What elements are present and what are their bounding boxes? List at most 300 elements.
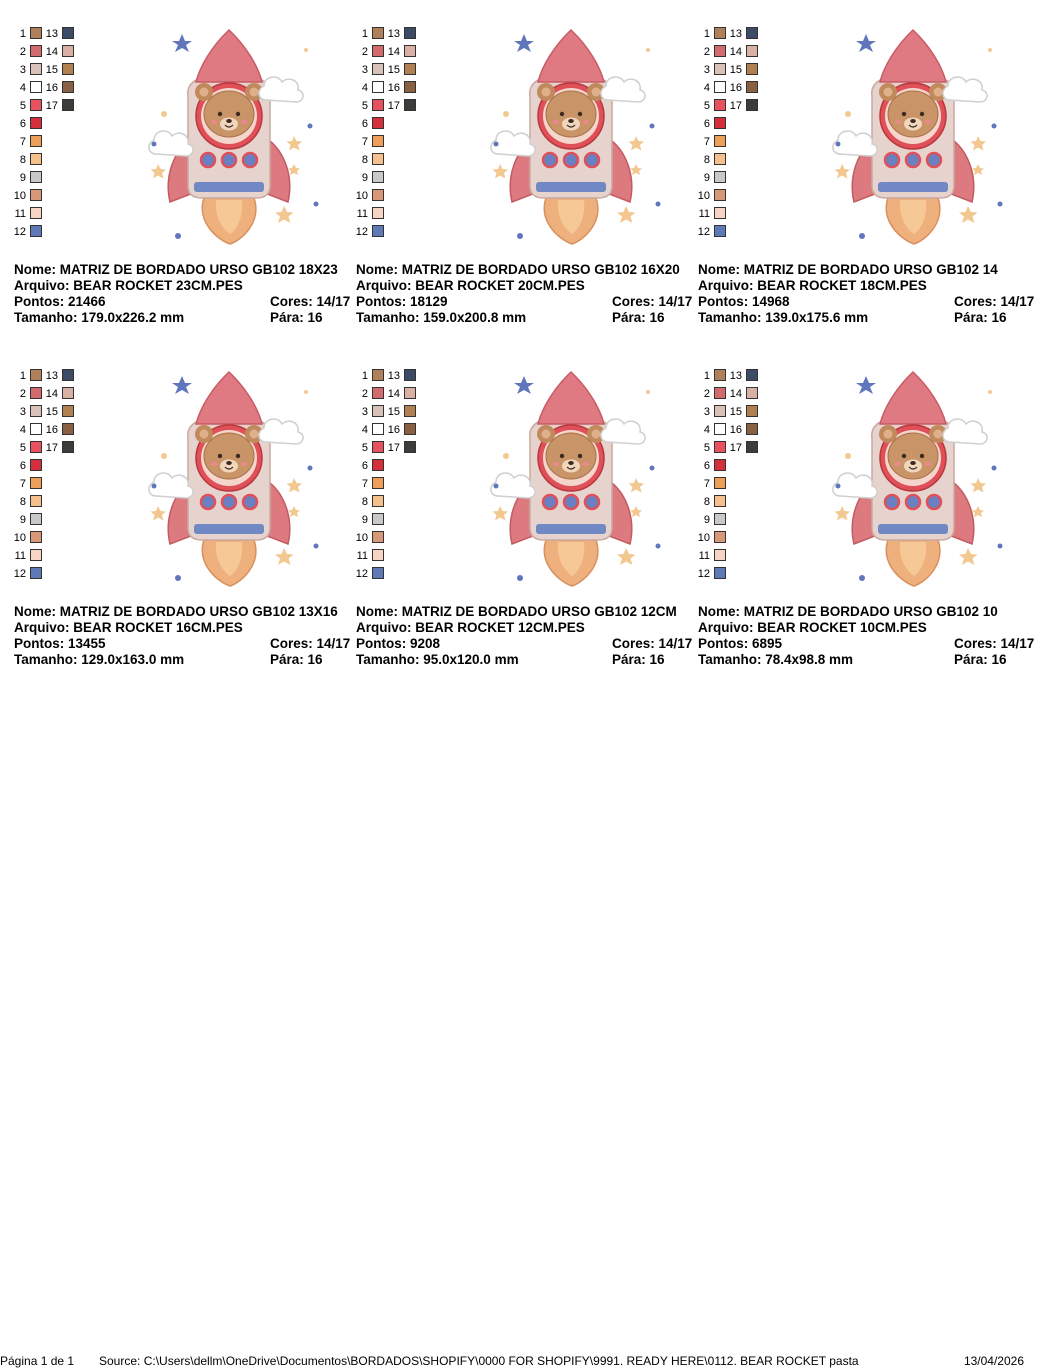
thread-number: 10: [697, 532, 710, 544]
thread-color-item: [690, 566, 730, 582]
thread-number: 1: [361, 28, 368, 40]
thread-color-item: [380, 368, 420, 384]
thread-swatch: [62, 63, 74, 75]
thread-color-item: [348, 224, 388, 240]
thread-number: 11: [14, 208, 26, 220]
thread-number: 12: [697, 568, 710, 580]
thread-number: 8: [361, 154, 368, 166]
thread-swatch: [372, 513, 384, 525]
thread-swatch: [404, 45, 416, 57]
thread-color-item: [690, 152, 730, 168]
thread-number: 11: [698, 550, 710, 562]
thread-color-item: [722, 422, 762, 438]
thread-number: 7: [703, 136, 710, 148]
stitch-count: Pontos: 21466: [14, 294, 106, 309]
stitch-count: Pontos: 13455: [14, 636, 106, 651]
thread-number: 10: [355, 532, 368, 544]
thread-number: 16: [45, 424, 58, 436]
thread-number: 14: [45, 388, 58, 400]
thread-swatch: [62, 405, 74, 417]
design-name: Nome: MATRIZ DE BORDADO URSO GB102 16X20: [356, 262, 680, 277]
rocket-band: [194, 524, 264, 534]
stitch-count: Pontos: 9208: [356, 636, 441, 651]
thread-color-item: [348, 512, 388, 528]
thread-number: 11: [356, 550, 368, 562]
thread-number: 16: [387, 82, 400, 94]
thread-color-list: [356, 20, 426, 240]
stop-count: Pára: 16: [270, 310, 323, 325]
thread-number: 3: [19, 64, 26, 76]
thread-swatch: [746, 63, 758, 75]
thread-color-item: [380, 404, 420, 420]
rocket-flame: [202, 540, 256, 586]
stitch-count: Pontos: 14968: [698, 294, 790, 309]
rocket-band: [878, 182, 948, 192]
thread-number: 2: [361, 388, 368, 400]
thread-number: 9: [703, 514, 710, 526]
thread-number: 2: [703, 46, 710, 58]
thread-color-item: [38, 368, 78, 384]
thread-number: 8: [19, 496, 26, 508]
thread-color-list: [14, 362, 84, 582]
thread-color-item: [38, 62, 78, 78]
design-block: [356, 20, 698, 330]
thread-color-item: [38, 80, 78, 96]
thread-swatch: [30, 513, 42, 525]
rocket-flame: [886, 198, 940, 244]
thread-swatch: [30, 567, 42, 579]
thread-swatch: [714, 513, 726, 525]
thread-swatch: [30, 477, 42, 489]
thread-color-item: [348, 494, 388, 510]
thread-swatch: [62, 387, 74, 399]
thread-number: 3: [361, 406, 368, 418]
thread-number: 5: [19, 100, 26, 112]
thread-swatch: [404, 423, 416, 435]
footer-date: 13/04/2026: [963, 1354, 1024, 1368]
thread-color-item: [690, 476, 730, 492]
color-count: Cores: 14/17: [612, 636, 693, 651]
design-name: Nome: MATRIZ DE BORDADO URSO GB102 12CM: [356, 604, 677, 619]
rocket-portholes: [201, 153, 257, 167]
thread-color-item: [348, 188, 388, 204]
thread-number: 17: [387, 100, 400, 112]
thread-number: 2: [19, 388, 26, 400]
thread-number: 13: [45, 28, 58, 40]
thread-swatch: [746, 405, 758, 417]
design-size: Tamanho: 78.4x98.8 mm: [698, 652, 854, 667]
thread-color-item: [348, 458, 388, 474]
thread-color-item: [348, 206, 388, 222]
thread-swatch: [714, 477, 726, 489]
thread-color-item: [6, 494, 46, 510]
thread-swatch: [30, 171, 42, 183]
thread-swatch: [404, 81, 416, 93]
thread-swatch: [714, 459, 726, 471]
thread-swatch: [714, 153, 726, 165]
thread-number: 7: [19, 136, 26, 148]
footer-page-number: Página 1 de 1: [0, 1354, 75, 1368]
thread-number: 6: [19, 118, 26, 130]
thread-swatch: [372, 477, 384, 489]
thread-number: 14: [387, 46, 400, 58]
thread-color-item: [380, 44, 420, 60]
stitch-count: Pontos: 18129: [356, 294, 448, 309]
thread-swatch: [714, 567, 726, 579]
thread-swatch: [404, 387, 416, 399]
thread-color-item: [6, 566, 46, 582]
thread-number: 11: [356, 208, 368, 220]
thread-color-item: [690, 458, 730, 474]
bear-rocket-embroidery-preview: [134, 368, 324, 590]
thread-number: 15: [387, 64, 400, 76]
design-name: Nome: MATRIZ DE BORDADO URSO GB102 18X23: [14, 262, 338, 277]
thread-number: 4: [361, 82, 368, 94]
design-block: [14, 362, 356, 672]
thread-color-item: [722, 80, 762, 96]
thread-number: 15: [387, 406, 400, 418]
thread-color-item: [690, 116, 730, 132]
thread-number: 1: [703, 28, 710, 40]
thread-number: 6: [703, 118, 710, 130]
cloud-right: [259, 77, 303, 102]
design-info: [356, 604, 698, 668]
thread-swatch: [714, 117, 726, 129]
thread-color-item: [690, 188, 730, 204]
thread-swatch: [372, 153, 384, 165]
thread-number: 17: [729, 100, 742, 112]
thread-number: 17: [729, 442, 742, 454]
thread-color-list: [698, 362, 768, 582]
stop-count: Pára: 16: [270, 652, 323, 667]
thread-number: 17: [387, 442, 400, 454]
rocket-flame: [202, 198, 256, 244]
stop-count: Pára: 16: [612, 310, 665, 325]
thread-number: 17: [45, 100, 58, 112]
thread-number: 13: [387, 28, 400, 40]
thread-swatch: [714, 189, 726, 201]
thread-swatch: [714, 207, 726, 219]
rocket-portholes: [543, 153, 599, 167]
thread-swatch: [404, 369, 416, 381]
thread-number: 16: [387, 424, 400, 436]
thread-color-list: [14, 20, 84, 240]
thread-number: 5: [703, 100, 710, 112]
cloud-right: [259, 419, 303, 444]
thread-color-item: [690, 512, 730, 528]
thread-number: 14: [45, 46, 58, 58]
thread-swatch: [30, 225, 42, 237]
thread-number: 2: [361, 46, 368, 58]
thread-swatch: [30, 459, 42, 471]
color-count: Cores: 14/17: [612, 294, 693, 309]
thread-number: 1: [19, 28, 26, 40]
footer-source-path: Source: C:\Users\dellm\OneDrive\Documentos\BORDADOS\SHOPIFY\0000 FOR SHOPIFY\9991. READY HERE\0112. BEAR ROCKET pasta: [99, 1354, 859, 1368]
thread-number: 13: [729, 370, 742, 382]
thread-number: 16: [729, 82, 742, 94]
thread-number: 12: [355, 226, 368, 238]
thread-number: 2: [703, 388, 710, 400]
thread-color-item: [38, 440, 78, 456]
cloud-right: [601, 77, 645, 102]
rocket-nose: [880, 30, 946, 82]
stop-count: Pára: 16: [612, 652, 665, 667]
design-block: [356, 362, 698, 672]
thread-number: 13: [45, 370, 58, 382]
thread-number: 12: [697, 226, 710, 238]
thread-number: 9: [361, 172, 368, 184]
thread-color-item: [722, 386, 762, 402]
thread-swatch: [746, 423, 758, 435]
thread-number: 1: [19, 370, 26, 382]
thread-color-item: [348, 566, 388, 582]
thread-color-item: [6, 476, 46, 492]
thread-number: 9: [361, 514, 368, 526]
thread-swatch: [30, 117, 42, 129]
rocket-band: [536, 182, 606, 192]
bear-rocket-embroidery-preview: [134, 26, 324, 248]
thread-number: 6: [19, 460, 26, 472]
thread-color-item: [6, 152, 46, 168]
thread-color-item: [380, 98, 420, 114]
thread-color-item: [6, 188, 46, 204]
thread-color-item: [722, 44, 762, 60]
thread-number: 5: [19, 442, 26, 454]
thread-number: 4: [19, 82, 26, 94]
thread-number: 2: [19, 46, 26, 58]
thread-swatch: [372, 135, 384, 147]
thread-swatch: [404, 441, 416, 453]
bear-rocket-embroidery-preview: [476, 368, 666, 590]
thread-color-item: [348, 116, 388, 132]
thread-number: 8: [703, 496, 710, 508]
thread-color-item: [690, 170, 730, 186]
color-count: Cores: 14/17: [270, 294, 351, 309]
thread-color-item: [722, 98, 762, 114]
thread-number: 10: [355, 190, 368, 202]
thread-swatch: [714, 531, 726, 543]
design-size: Tamanho: 95.0x120.0 mm: [356, 652, 519, 667]
thread-number: 8: [703, 154, 710, 166]
thread-number: 6: [361, 460, 368, 472]
thread-color-item: [722, 368, 762, 384]
thread-color-item: [348, 548, 388, 564]
thread-swatch: [30, 531, 42, 543]
thread-swatch: [746, 99, 758, 111]
thread-color-item: [6, 116, 46, 132]
thread-number: 3: [703, 64, 710, 76]
thread-number: 17: [45, 442, 58, 454]
rocket-nose: [196, 372, 262, 424]
stop-count: Pára: 16: [954, 652, 1007, 667]
thread-number: 4: [19, 424, 26, 436]
thread-number: 12: [13, 568, 26, 580]
thread-swatch: [372, 495, 384, 507]
thread-color-item: [6, 458, 46, 474]
thread-swatch: [30, 153, 42, 165]
thread-number: 11: [14, 550, 26, 562]
thread-swatch: [30, 189, 42, 201]
thread-color-list: [698, 20, 768, 240]
thread-number: 14: [387, 388, 400, 400]
thread-swatch: [746, 27, 758, 39]
thread-number: 10: [13, 532, 26, 544]
thread-color-item: [348, 152, 388, 168]
thread-swatch: [62, 81, 74, 93]
thread-color-item: [38, 422, 78, 438]
thread-color-item: [380, 26, 420, 42]
thread-number: 8: [361, 496, 368, 508]
thread-swatch: [746, 441, 758, 453]
thread-color-item: [380, 62, 420, 78]
thread-color-item: [38, 404, 78, 420]
thread-swatch: [30, 495, 42, 507]
thread-number: 6: [361, 118, 368, 130]
thread-color-item: [380, 422, 420, 438]
thread-color-item: [6, 170, 46, 186]
thread-color-item: [348, 530, 388, 546]
thread-swatch: [62, 99, 74, 111]
thread-swatch: [62, 45, 74, 57]
thread-color-item: [38, 386, 78, 402]
thread-number: 4: [361, 424, 368, 436]
thread-color-item: [38, 98, 78, 114]
design-file: Arquivo: BEAR ROCKET 20CM.PES: [356, 278, 585, 293]
thread-number: 15: [729, 64, 742, 76]
thread-swatch: [30, 549, 42, 561]
thread-color-item: [348, 476, 388, 492]
thread-swatch: [714, 549, 726, 561]
thread-color-item: [6, 548, 46, 564]
thread-color-item: [690, 494, 730, 510]
stop-count: Pára: 16: [954, 310, 1007, 325]
design-block: [698, 362, 1040, 672]
design-name: Nome: MATRIZ DE BORDADO URSO GB102 10: [698, 604, 998, 619]
thread-number: 10: [697, 190, 710, 202]
design-file: Arquivo: BEAR ROCKET 16CM.PES: [14, 620, 243, 635]
color-count: Cores: 14/17: [270, 636, 351, 651]
thread-color-item: [38, 26, 78, 42]
thread-swatch: [372, 549, 384, 561]
design-info: [698, 262, 1040, 326]
thread-swatch: [62, 369, 74, 381]
design-file: Arquivo: BEAR ROCKET 23CM.PES: [14, 278, 243, 293]
thread-number: 9: [703, 172, 710, 184]
thread-swatch: [746, 387, 758, 399]
thread-number: 15: [729, 406, 742, 418]
thread-number: 7: [361, 478, 368, 490]
thread-color-item: [690, 530, 730, 546]
rocket-nose: [538, 30, 604, 82]
thread-number: 13: [729, 28, 742, 40]
rocket-portholes: [201, 495, 257, 509]
rocket-nose: [880, 372, 946, 424]
rocket-nose: [538, 372, 604, 424]
bear-rocket-embroidery-preview: [476, 26, 666, 248]
rocket-flame: [886, 540, 940, 586]
thread-swatch: [62, 423, 74, 435]
thread-color-item: [690, 224, 730, 240]
thread-number: 4: [703, 82, 710, 94]
thread-swatch: [372, 567, 384, 579]
thread-number: 14: [729, 388, 742, 400]
thread-swatch: [404, 99, 416, 111]
rocket-portholes: [543, 495, 599, 509]
rocket-band: [194, 182, 264, 192]
thread-swatch: [372, 531, 384, 543]
thread-number: 5: [703, 442, 710, 454]
thread-color-item: [722, 62, 762, 78]
thread-swatch: [372, 207, 384, 219]
thread-color-item: [6, 206, 46, 222]
thread-swatch: [404, 63, 416, 75]
thread-number: 9: [19, 514, 26, 526]
thread-color-item: [690, 134, 730, 150]
thread-color-item: [690, 548, 730, 564]
design-block: [698, 20, 1040, 330]
thread-number: 16: [45, 82, 58, 94]
thread-color-item: [38, 44, 78, 60]
thread-number: 8: [19, 154, 26, 166]
thread-color-item: [380, 386, 420, 402]
thread-swatch: [746, 45, 758, 57]
thread-swatch: [714, 135, 726, 147]
thread-number: 3: [361, 64, 368, 76]
thread-swatch: [30, 135, 42, 147]
thread-number: 1: [361, 370, 368, 382]
rocket-flame: [544, 198, 598, 244]
thread-swatch: [30, 207, 42, 219]
thread-color-item: [380, 440, 420, 456]
thread-number: 6: [703, 460, 710, 472]
design-name: Nome: MATRIZ DE BORDADO URSO GB102 13X16: [14, 604, 338, 619]
rocket-portholes: [885, 153, 941, 167]
design-file: Arquivo: BEAR ROCKET 12CM.PES: [356, 620, 585, 635]
thread-swatch: [372, 459, 384, 471]
design-info: [14, 604, 356, 668]
thread-number: 1: [703, 370, 710, 382]
thread-swatch: [62, 27, 74, 39]
thread-number: 9: [19, 172, 26, 184]
thread-color-item: [380, 80, 420, 96]
design-name: Nome: MATRIZ DE BORDADO URSO GB102 14: [698, 262, 998, 277]
thread-swatch: [746, 369, 758, 381]
thread-number: 16: [729, 424, 742, 436]
thread-number: 3: [703, 406, 710, 418]
thread-number: 7: [703, 478, 710, 490]
design-size: Tamanho: 159.0x200.8 mm: [356, 310, 527, 325]
cloud-right: [943, 77, 987, 102]
thread-number: 10: [13, 190, 26, 202]
thread-number: 15: [45, 406, 58, 418]
stitch-count: Pontos: 6895: [698, 636, 783, 651]
design-info: [14, 262, 356, 326]
thread-color-item: [690, 206, 730, 222]
design-info: [356, 262, 698, 326]
rocket-flame: [544, 540, 598, 586]
rocket-portholes: [885, 495, 941, 509]
thread-swatch: [62, 441, 74, 453]
design-block: [14, 20, 356, 330]
thread-color-item: [348, 134, 388, 150]
thread-number: 7: [361, 136, 368, 148]
design-size: Tamanho: 139.0x175.6 mm: [698, 310, 869, 325]
thread-number: 4: [703, 424, 710, 436]
thread-color-item: [722, 440, 762, 456]
thread-number: 15: [45, 64, 58, 76]
thread-color-item: [348, 170, 388, 186]
thread-number: 3: [19, 406, 26, 418]
